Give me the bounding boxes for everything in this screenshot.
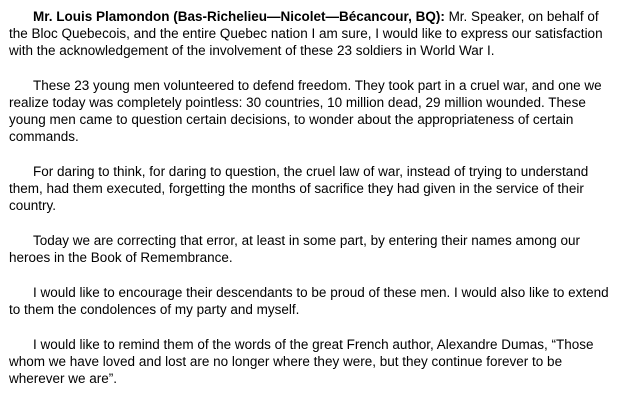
speech-paragraph: I would like to encourage their descendants to be proud of these men. I would also like to extend to them the condolences of my party and myself.: [9, 285, 609, 317]
speech-paragraph: These 23 young men volunteered to defend freedom. They took part in a cruel war, and one we realize today was completely pointless: 30 countries, 10 million dead, 29 million wounded. These young men came to question certain decisions, to wonder about the appropriateness of certain commands.: [9, 78, 602, 144]
speech-document: [9, 8, 615, 387]
speech-paragraph: Today we are correcting that error, at least in some part, by entering their names among our heroes in the Book of Remembrance.: [9, 233, 581, 265]
speech-paragraph: I would like to remind them of the words of the great French author, Alexandre Dumas, “Those whom we have loved and lost are no longer where they were, but they continue forever to be wherever we are”.: [9, 337, 594, 386]
speech-paragraph: For daring to think, for daring to question, the cruel law of war, instead of trying to understand them, had them executed, forgetting the months of sacrifice they had given in the service of their country.: [9, 164, 589, 213]
speech-paragraph-intro: [9, 8, 615, 59]
speaker-name: Mr. Louis Plamondon (Bas-Richelieu—Nicolet—Bécancour, BQ):: [33, 9, 445, 24]
intro-text: Mr. Speaker, on behalf of the Bloc Quebecois, and the entire Quebec nation I am sure, I would like to express our satisfaction with the acknowledgement of the involvement of these 23 soldiers in World War I.: [9, 9, 603, 58]
